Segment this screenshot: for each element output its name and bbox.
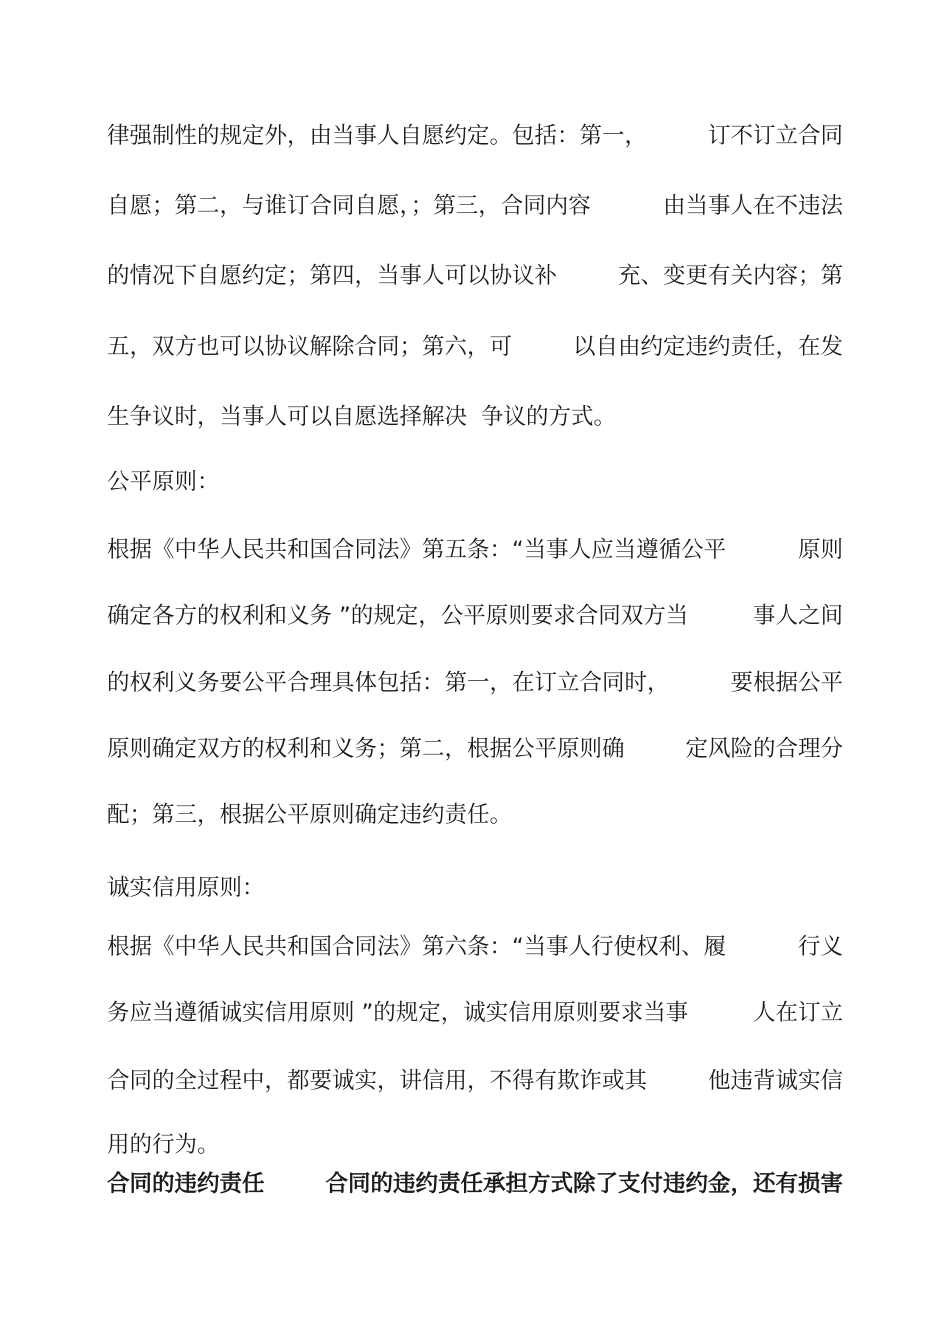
text-segment: 公平原则： [107,469,220,495]
text-segment: 生争议时，当事人可以自愿选择解决 [107,404,468,430]
text-segment: 原则 [797,537,843,563]
text-segment: 五，双方也可以协议解除合同；第六，可 [107,334,513,360]
text-segment: 律强制性的规定外，由当事人自愿约定。包括：第一， [107,123,648,149]
text-line [107,1130,843,1160]
text-segment: 由当事人在不违法 [662,193,843,219]
text-segment: 用的行为。 [107,1132,220,1158]
text-segment: 的情况下自愿约定；第四，当事人可以协议补 [107,263,558,289]
text-segment: 人在订立 [752,1000,843,1026]
text-line [107,402,843,432]
text-segment: 的权利义务要公平合理具体包括：第一，在订立合同时， [107,670,670,696]
section-heading-fair-principle [107,467,843,497]
text-segment: 合同的全过程中，都要诚实，讲信用，不得有欺诈或其 [107,1068,648,1094]
text-line [107,932,843,962]
text-line [107,191,843,221]
text-segment: 诚实信用原则： [107,875,265,901]
text-segment: 配；第三，根据公平原则确定违约责任。 [107,802,513,828]
section-heading-good-faith-principle [107,873,843,903]
text-segment: 定风险的合理分 [685,736,843,762]
text-line [107,332,843,362]
text-segment: 根据《中华人民共和国合同法》第六条：“当事人行使权利、履 [107,934,727,960]
text-segment: 要根据公平 [730,670,843,696]
text-line [107,800,843,830]
text-segment: 订不订立合同 [707,123,843,149]
text-segment: 根据《中华人民共和国合同法》第五条：“当事人应当遵循公平 [107,537,727,563]
text-segment: 合同的违约责任 [107,1171,265,1197]
text-line [107,535,843,565]
text-segment: 充、变更有关内容；第 [617,263,843,289]
text-line [107,668,843,698]
text-line [107,261,843,291]
text-segment: 确定各方的权利和义务 ”的规定，公平原则要求合同双方当 [107,603,689,629]
text-segment: 自愿；第二，与谁订合同自愿，；第三，合同内容 [107,193,591,219]
text-line [107,998,843,1028]
text-line [107,734,843,764]
text-segment: 事人之间 [752,603,843,629]
text-segment: 争议的方式。 [481,404,617,430]
text-segment: 合同的违约责任承担方式除了支付违约金，还有损害 [325,1171,843,1197]
text-line [107,601,843,631]
text-line [107,121,843,151]
text-segment: 原则确定双方的权利和义务；第二，根据公平原则确 [107,736,625,762]
text-segment: 行义 [797,934,843,960]
text-line [107,1066,843,1096]
text-line-breach-liability [107,1169,843,1199]
text-segment: 他违背诚实信 [707,1068,843,1094]
text-segment: 以自由约定违约责任，在发 [572,334,843,360]
text-segment: 务应当遵循诚实信用原则 ”的规定，诚实信用原则要求当事 [107,1000,689,1026]
